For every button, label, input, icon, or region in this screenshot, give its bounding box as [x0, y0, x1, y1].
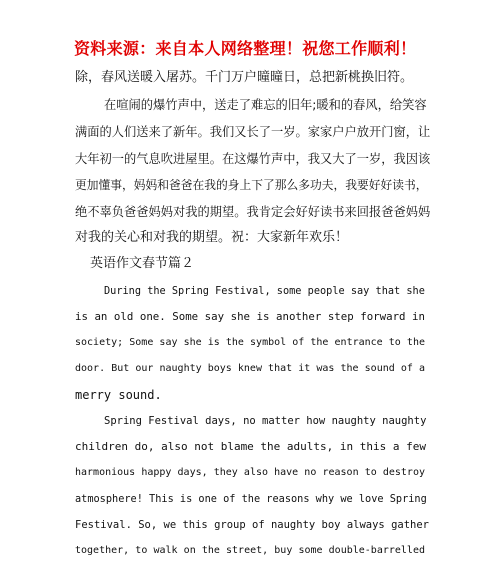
chinese-line-5: 更加懂事，妈妈和爸爸在我的身上下了那么多功夫，我要好好读书，: [75, 178, 428, 192]
english-line-2: is an old one. Some say she is another step forward in: [75, 310, 425, 323]
chinese-line-1: 除，春风送暖入屠苏。千门万户曈曈日，总把新桃换旧符。: [75, 70, 414, 85]
source-banner: 资料来源：来自本人网络整理！祝您工作顺利！: [74, 39, 417, 58]
english-line-1: During the Spring Festival, some people say that she: [104, 285, 425, 297]
chinese-line-3: 满面的人们送来了新年。我们又长了一岁。家家户户放开门窗，让: [75, 125, 431, 139]
section-heading: 英语作文春节篇２: [90, 256, 195, 271]
chinese-line-7: 对我的关心和对我的期望。祝：大家新年欢乐！: [75, 230, 349, 245]
chinese-line-2: 在喧闹的爆竹声中，送走了难忘的旧年;暖和的春风，给笑容: [104, 98, 427, 112]
chinese-line-6: 绝不辜负爸爸妈妈对我的期望。我肯定会好好读书来回报爸爸妈妈: [75, 205, 431, 219]
english-line-10: Festival. So, we this group of naughty boy always gather: [75, 519, 430, 531]
english-line-9: atmosphere! This is one of the reasons why we love Spring: [75, 493, 427, 505]
english-line-5: merry sound.: [75, 388, 162, 402]
chinese-line-4: 大年初一的气息吹进屋里。在这爆竹声中，我又大了一岁，我因该: [75, 152, 431, 166]
english-line-8: harmonious happy days, they also have no reason to destroy: [75, 467, 425, 478]
english-line-3: society; Some say she is the symbol of the entrance to the: [75, 337, 425, 348]
english-line-6: Spring Festival days, no matter how naughty naughty: [104, 415, 427, 427]
english-line-4: door. But our naughty boys knew that it was the sound of a: [75, 363, 425, 374]
english-line-11: together, to walk on the street, buy some double-barrelled: [75, 545, 425, 556]
english-line-7: children do, also not blame the adults, in this a few: [75, 440, 426, 453]
